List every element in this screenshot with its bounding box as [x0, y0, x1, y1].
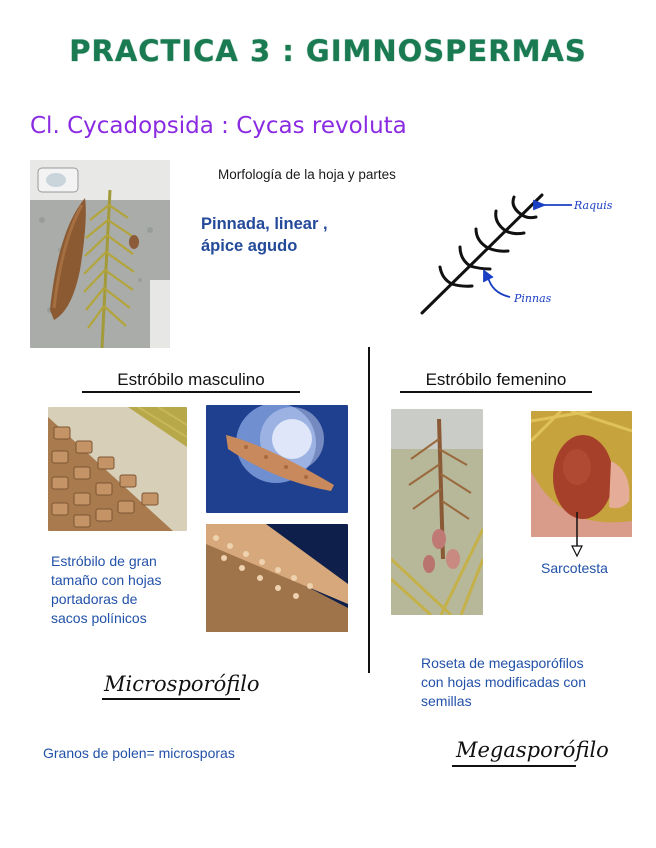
morphology-caption: Morfología de la hoja y partes — [218, 167, 396, 182]
masculino-description-line: Estróbilo de gran — [51, 553, 157, 569]
microsporophyll-photo-2 — [206, 524, 348, 632]
section-heading: Cl. Cycadopsida : Cycas revoluta — [30, 113, 407, 139]
femenino-description-line: semillas — [421, 693, 472, 709]
sarcotesta-label: Sarcotesta — [541, 560, 608, 576]
raquis-label: Raquis — [574, 199, 613, 212]
masculino-description-line: portadoras de — [51, 591, 138, 607]
megasporophyll-underline — [452, 765, 576, 767]
femenino-description — [421, 654, 641, 711]
masculino-description — [51, 552, 201, 628]
pinnas-label: Pinnas — [514, 292, 552, 305]
femenino-description-line: Roseta de megasporófilos — [421, 655, 584, 671]
masculino-description-line: sacos polínicos — [51, 610, 147, 626]
masculino-heading: Estróbilo masculino — [117, 370, 265, 389]
sarcotesta-arrow — [570, 512, 584, 558]
page-title: PRACTICA 3 : GIMNOSPERMAS — [69, 34, 587, 68]
femenino-heading: Estróbilo femenino — [425, 370, 567, 389]
megasporophyll-handwritten: Megasporófilo — [456, 738, 609, 762]
masculino-description-line: tamaño con hojas — [51, 572, 162, 588]
microsporophyll-handwritten: Microsporófilo — [104, 672, 260, 696]
femenino-underline — [400, 391, 592, 393]
microsporophyll-photo-1 — [206, 405, 348, 513]
cycas-leaf-photo — [30, 160, 170, 348]
pollen-note: Granos de polen= microsporas — [43, 745, 235, 761]
masculino-underline — [82, 391, 300, 393]
leaf-description-line2: ápice agudo — [201, 237, 298, 255]
microsporophyll-underline — [102, 698, 240, 700]
section-divider — [368, 347, 370, 673]
leaf-description-line1: Pinnada, linear , — [201, 215, 328, 233]
femenino-description-line: con hojas modificadas con — [421, 674, 586, 690]
female-strobilus-photo — [391, 409, 483, 615]
male-cone-photo — [48, 407, 187, 531]
